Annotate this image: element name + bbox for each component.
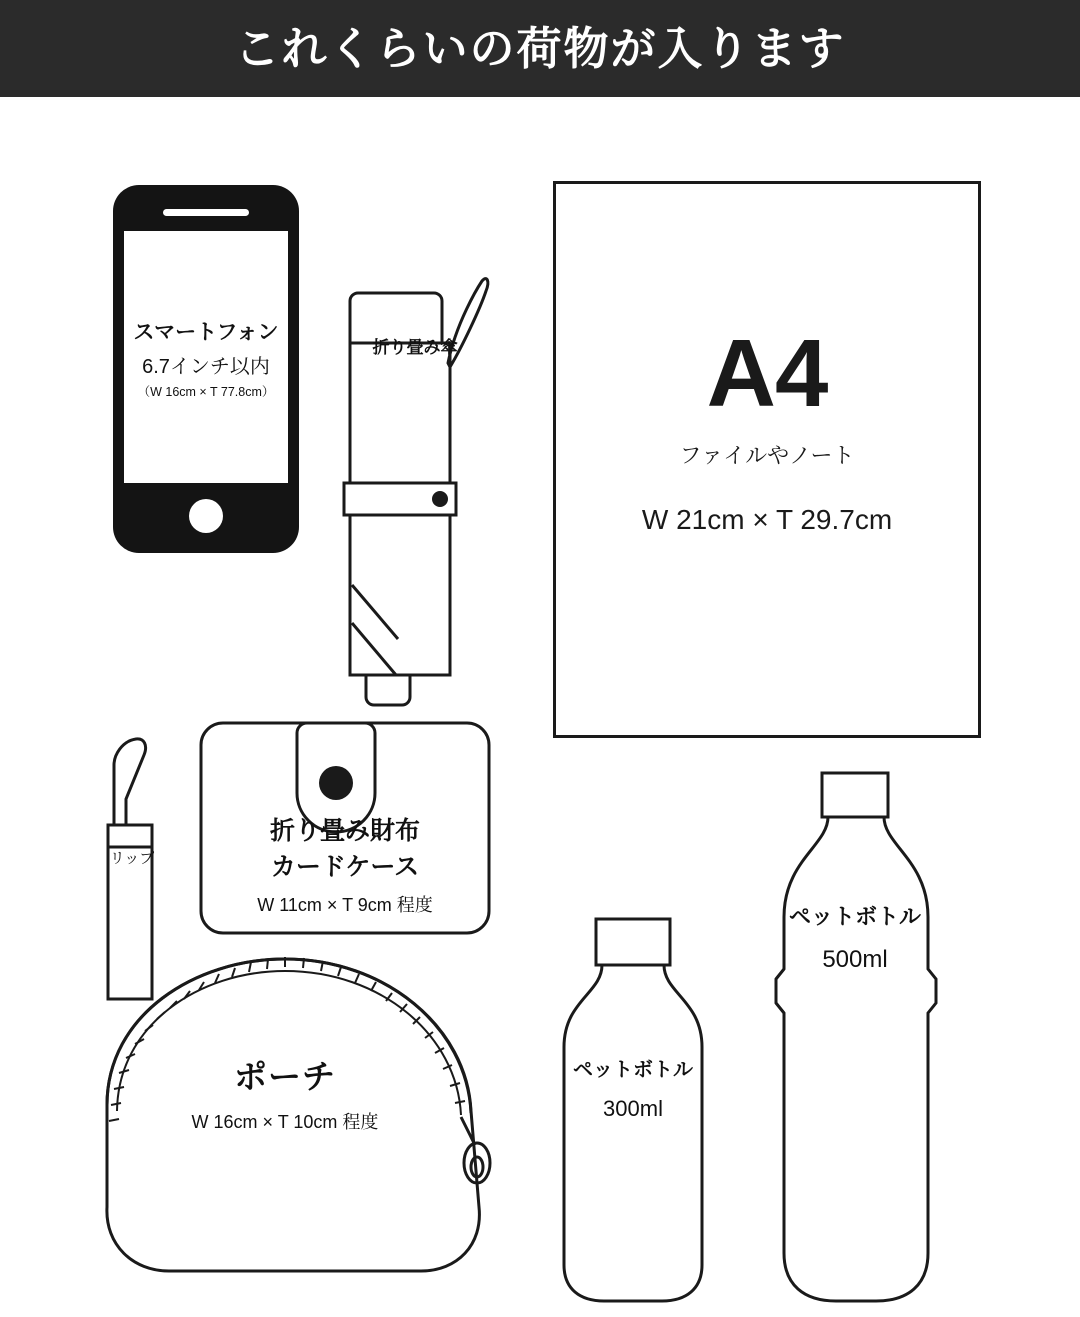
smartphone-name: スマートフォン bbox=[133, 321, 279, 344]
wallet-label-group bbox=[195, 815, 495, 917]
a4-subtitle: ファイルやノート bbox=[679, 443, 855, 468]
wallet-name-line1: 折り畳み財布 bbox=[269, 817, 420, 845]
pouch-dimensions: W 16cm × T 10cm 程度 bbox=[191, 1111, 379, 1132]
folding-umbrella-name: 折り畳み傘 bbox=[372, 338, 458, 357]
page-header bbox=[0, 0, 1080, 97]
a4-title: A4 bbox=[706, 320, 828, 427]
items-diagram bbox=[0, 97, 1080, 1296]
phone-speaker-icon bbox=[163, 209, 249, 216]
smartphone-size: 6.7インチ以内 bbox=[142, 356, 270, 379]
page-title: これくらいの荷物が入ります bbox=[234, 23, 846, 74]
bottle-300ml-label-group bbox=[548, 1057, 718, 1124]
bottle-500ml-illustration bbox=[760, 757, 950, 1317]
bottle-300ml-volume: 300ml bbox=[603, 1096, 663, 1121]
wallet-name-line2: カードケース bbox=[270, 852, 420, 881]
bottle-300ml-name: ペットボトル bbox=[573, 1059, 693, 1081]
pouch-name: ポーチ bbox=[234, 1058, 336, 1095]
a4-dimensions: W 21cm × T 29.7cm bbox=[641, 504, 893, 535]
wallet-dimensions: W 11cm × T 9cm 程度 bbox=[257, 894, 433, 915]
bottle-500ml-label-group bbox=[760, 902, 950, 976]
phone-home-button-icon bbox=[189, 499, 223, 533]
bottle-500ml-name: ペットボトル bbox=[788, 904, 921, 929]
smartphone-label-group bbox=[113, 319, 299, 401]
lip-balm-name: リップ bbox=[109, 850, 155, 867]
bottle-500ml-volume: 500ml bbox=[822, 945, 888, 973]
smartphone-dimensions: （W 16cm × T 77.8cm） bbox=[137, 385, 275, 400]
a4-sheet-illustration bbox=[553, 181, 981, 738]
pouch-label-group bbox=[120, 1055, 450, 1134]
folding-umbrella-illustration bbox=[330, 177, 500, 677]
